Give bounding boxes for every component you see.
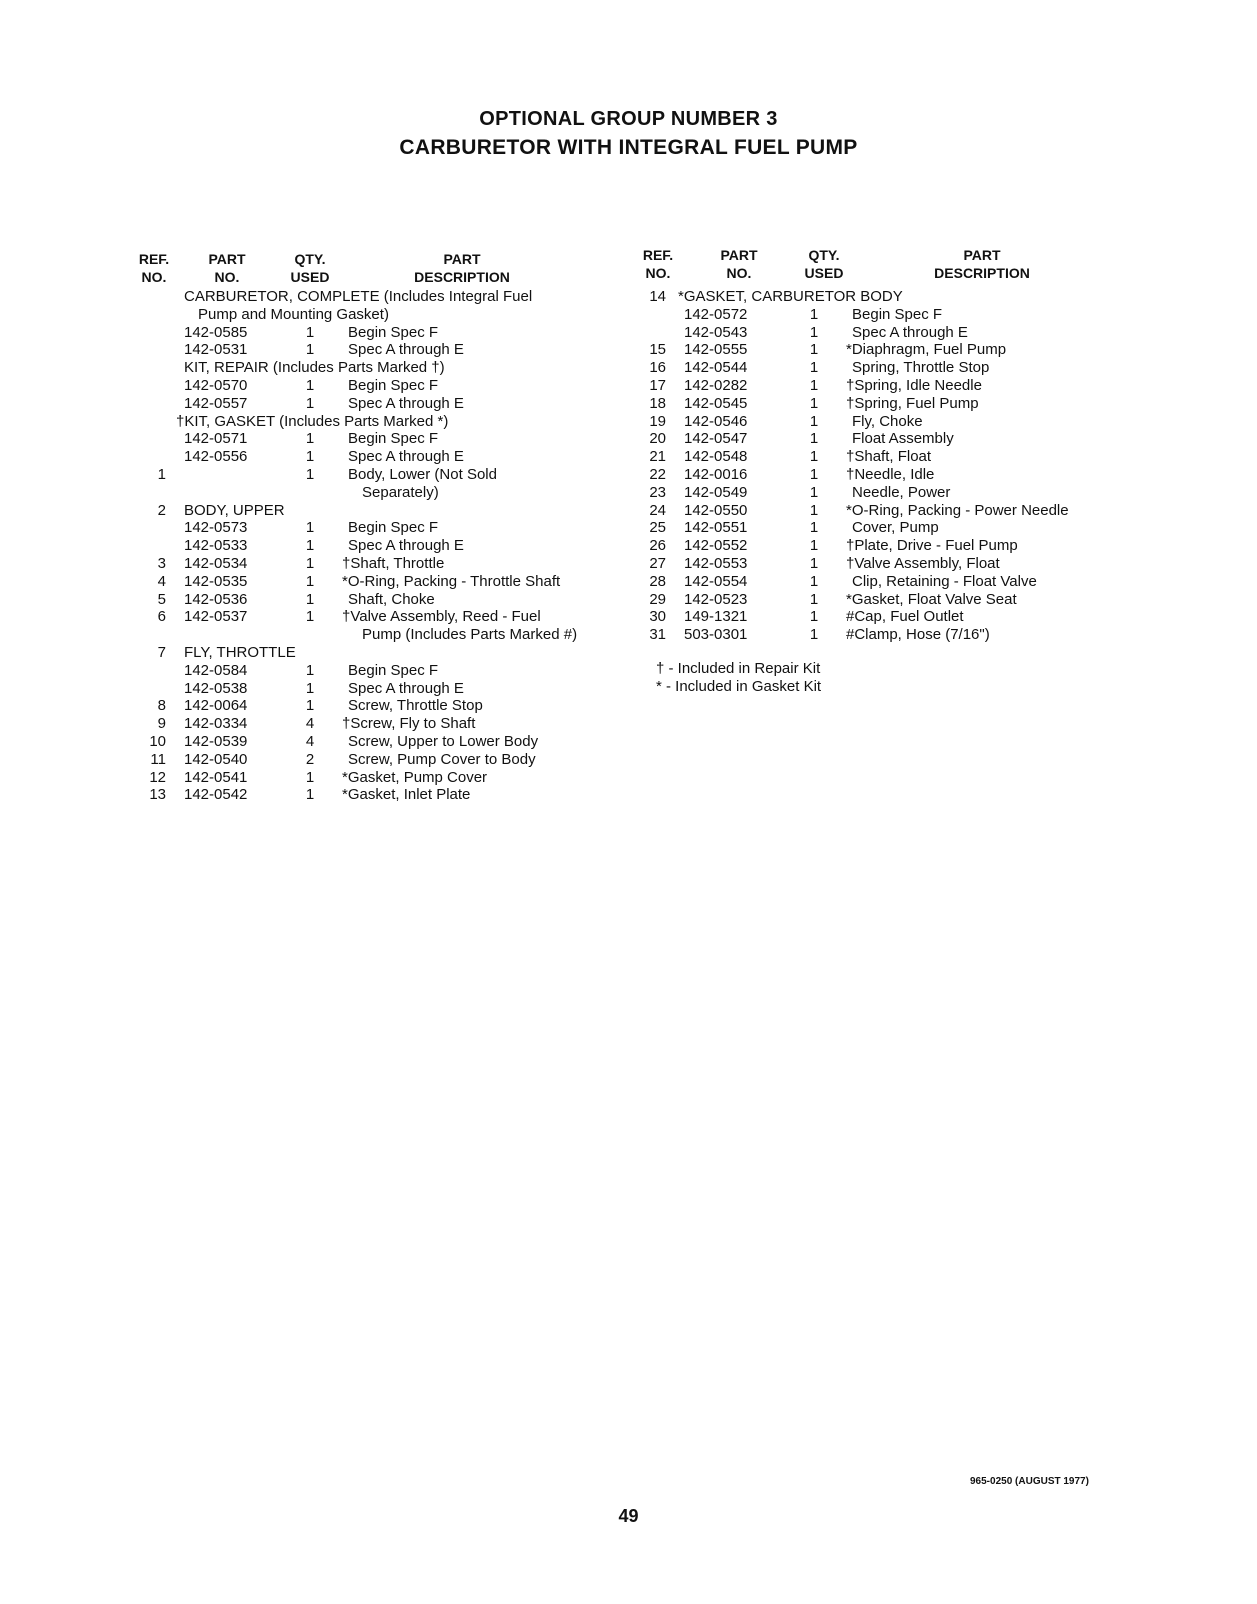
part-number: 142-0537 [184, 608, 248, 626]
part-description: *Gasket, Float Valve Seat [846, 590, 1017, 608]
part-number: 142-0536 [184, 590, 248, 608]
page-title: OPTIONAL GROUP NUMBER 3 [479, 108, 778, 130]
group-heading: BODY, UPPER [184, 501, 285, 519]
ref-number: 11 [150, 750, 166, 768]
qty-used: 1 [305, 341, 315, 359]
left-table-row [0, 697, 620, 715]
right-table-row [0, 626, 1257, 644]
part-description: #Cap, Fuel Outlet [846, 608, 964, 626]
ref-number: 20 [649, 430, 666, 448]
ref-number: 25 [649, 519, 666, 537]
part-number: 142-0535 [184, 572, 248, 590]
part-number: 142-0555 [684, 341, 748, 359]
part-description: Begin Spec F [348, 661, 439, 679]
part-number: 142-0570 [184, 376, 248, 394]
ref-number: 19 [649, 412, 666, 430]
part-description: †Needle, Idle [846, 465, 935, 483]
group-heading: Pump and Mounting Gasket) [198, 305, 389, 323]
left-table-row [0, 662, 620, 680]
part-number: 142-0550 [684, 501, 748, 519]
ref-number: 18 [649, 394, 666, 412]
part-number: 142-0016 [684, 465, 748, 483]
part-number: 503-0301 [684, 626, 748, 644]
part-number: 142-0533 [184, 537, 248, 555]
part-number: 142-0573 [184, 519, 248, 537]
part-description: Pump (Includes Parts Marked #) [362, 626, 578, 644]
ref-number: 1 [157, 465, 166, 483]
part-number: 142-0540 [184, 750, 248, 768]
ref-number: 28 [649, 572, 666, 590]
part-description: Screw, Pump Cover to Body [348, 750, 536, 768]
part-number: 142-0553 [684, 554, 748, 572]
part-description: †Plate, Drive - Fuel Pump [846, 537, 1018, 555]
left-table-row [0, 786, 620, 804]
part-description: Separately) [362, 483, 439, 501]
ref-number: 27 [649, 554, 666, 572]
right-table-row [0, 359, 1257, 377]
part-description: Fly, Choke [852, 412, 923, 430]
part-number: 142-0551 [684, 519, 748, 537]
part-description: *O-Ring, Packing - Power Needle [846, 501, 1069, 519]
part-number: 142-0539 [184, 732, 248, 750]
part-description: Shaft, Choke [348, 590, 435, 608]
group-heading: *GASKET, CARBURETOR BODY [678, 288, 903, 305]
qty-used: 1 [809, 608, 819, 626]
part-number: 142-0543 [684, 323, 748, 341]
part-number: 149-1321 [684, 608, 748, 626]
ref-number: 3 [157, 554, 166, 572]
qty-used: 1 [809, 465, 819, 483]
right-table-row [0, 288, 1257, 306]
part-number: 142-0552 [684, 537, 748, 555]
part-number: 142-0534 [184, 554, 248, 572]
qty-used: 1 [305, 697, 315, 715]
right-table-row [0, 502, 1257, 520]
qty-used: 1 [809, 305, 819, 323]
qty-used: 4 [305, 732, 315, 750]
page-number: 49 [618, 1506, 639, 1526]
right-table-row [0, 430, 1257, 448]
group-heading: †KIT, GASKET (Includes Parts Marked *) [176, 412, 449, 430]
qty-used: 1 [809, 483, 819, 501]
right-table-row [0, 395, 1257, 413]
part-description: *Gasket, Inlet Plate [342, 786, 471, 804]
part-description: Float Assembly [852, 430, 954, 448]
qty-used: 1 [305, 661, 315, 679]
right-header-qty: QTY. USED [804, 247, 844, 281]
part-number: 142-0572 [684, 305, 748, 323]
part-number: 142-0548 [684, 448, 748, 466]
part-number: 142-0585 [184, 323, 248, 341]
right-table-row [0, 537, 1257, 555]
right-table-row [0, 324, 1257, 342]
left-header-desc: PART DESCRIPTION [414, 251, 510, 285]
qty-used: 1 [809, 376, 819, 394]
qty-used: 1 [809, 448, 819, 466]
right-header-part: PART NO. [720, 247, 758, 281]
ref-number: 17 [649, 376, 666, 394]
part-description: Spec A through E [348, 394, 464, 412]
qty-used: 1 [809, 430, 819, 448]
qty-used: 1 [809, 323, 819, 341]
part-description: Spring, Throttle Stop [852, 359, 990, 377]
part-description: Clip, Retaining - Float Valve [852, 572, 1037, 590]
part-number: 142-0557 [184, 394, 248, 412]
part-number: 142-0538 [184, 679, 248, 697]
right-parts-list [0, 288, 1257, 644]
part-description: *Diaphragm, Fuel Pump [846, 341, 1007, 359]
right-table-row [0, 591, 1257, 609]
ref-number: 10 [149, 732, 166, 750]
part-number: 142-0064 [184, 697, 248, 715]
left-table-row [0, 733, 620, 751]
qty-used: 1 [305, 323, 315, 341]
part-number: 142-0549 [684, 483, 748, 501]
qty-used: 2 [305, 750, 315, 768]
part-description: Screw, Throttle Stop [348, 697, 483, 715]
right-table-row [0, 484, 1257, 502]
right-table-row [0, 413, 1257, 431]
ref-number: 31 [649, 626, 666, 644]
part-description: †Valve Assembly, Reed - Fuel [342, 608, 541, 626]
part-description: Body, Lower (Not Sold [348, 465, 497, 483]
part-number: 142-0334 [184, 715, 248, 733]
qty-used: 4 [305, 715, 315, 733]
part-description: †Shaft, Float [846, 448, 932, 466]
part-number: 142-0531 [184, 341, 248, 359]
part-description: Spec A through E [348, 341, 464, 359]
part-description: Cover, Pump [852, 519, 939, 537]
part-description: †Screw, Fly to Shaft [342, 715, 476, 733]
legend-gasket-kit: * - Included in Gasket Kit [656, 678, 822, 695]
group-heading: FLY, THROTTLE [184, 643, 296, 661]
qty-used: 1 [809, 519, 819, 537]
ref-number: 15 [649, 341, 666, 359]
part-description: Spec A through E [348, 448, 464, 466]
part-number: 142-0542 [184, 786, 248, 804]
qty-used: 1 [305, 376, 315, 394]
part-description: *O-Ring, Packing - Throttle Shaft [342, 572, 561, 590]
part-number: 142-0546 [684, 412, 748, 430]
part-description: Spec A through E [852, 323, 968, 341]
qty-used: 1 [305, 537, 315, 555]
right-table-row [0, 448, 1257, 466]
left-table-row [0, 715, 620, 733]
document-code: 965-0250 (AUGUST 1977) [970, 1476, 1089, 1487]
qty-used: 1 [305, 608, 315, 626]
part-number: 142-0544 [684, 359, 748, 377]
ref-number: 2 [157, 501, 166, 519]
right-table-row [0, 519, 1257, 537]
qty-used: 1 [305, 394, 315, 412]
right-table-row [0, 608, 1257, 626]
part-description: Begin Spec F [348, 519, 439, 537]
qty-used: 1 [305, 430, 315, 448]
left-table-row [0, 680, 620, 698]
ref-number: 13 [149, 786, 166, 804]
qty-used: 1 [809, 412, 819, 430]
ref-number: 7 [157, 643, 166, 661]
part-number: 142-0584 [184, 661, 248, 679]
part-description: Begin Spec F [348, 323, 439, 341]
part-number: 142-0545 [684, 394, 748, 412]
qty-used: 1 [305, 448, 315, 466]
qty-used: 1 [305, 679, 315, 697]
ref-number: 6 [157, 608, 166, 626]
qty-used: 1 [809, 341, 819, 359]
part-number: 142-0523 [684, 590, 748, 608]
part-number: 142-0571 [184, 430, 248, 448]
part-number: 142-0541 [184, 768, 248, 786]
part-number: 142-0282 [684, 376, 748, 394]
qty-used: 1 [305, 519, 315, 537]
part-number: 142-0554 [684, 572, 748, 590]
part-description: Begin Spec F [348, 376, 439, 394]
left-header-qty: QTY. USED [290, 251, 330, 285]
ref-number: 29 [649, 590, 666, 608]
group-heading: CARBURETOR, COMPLETE (Includes Integral Fuel [184, 288, 533, 305]
left-table-row [0, 751, 620, 769]
part-description: #Clamp, Hose (7/16") [846, 626, 990, 644]
part-number: 142-0547 [684, 430, 748, 448]
ref-number: 16 [649, 359, 666, 377]
right-header-ref: REF. NO. [642, 247, 674, 281]
ref-number: 23 [649, 483, 666, 501]
ref-number: 22 [649, 465, 666, 483]
part-description: Begin Spec F [348, 430, 439, 448]
part-description: *Gasket, Pump Cover [342, 768, 488, 786]
qty-used: 1 [809, 626, 819, 644]
qty-used: 1 [305, 572, 315, 590]
qty-used: 1 [305, 465, 315, 483]
qty-used: 1 [809, 394, 819, 412]
right-table-row [0, 341, 1257, 359]
right-table-row [0, 555, 1257, 573]
page-subtitle: CARBURETOR WITH INTEGRAL FUEL PUMP [399, 136, 858, 159]
part-number: 142-0556 [184, 448, 248, 466]
right-table-row [0, 306, 1257, 324]
ref-number: 30 [649, 608, 666, 626]
qty-used: 1 [809, 590, 819, 608]
qty-used: 1 [305, 554, 315, 572]
ref-number: 9 [157, 715, 166, 733]
left-header-ref: REF. NO. [138, 251, 170, 285]
ref-number: 21 [649, 448, 666, 466]
part-description: Begin Spec F [852, 305, 943, 323]
left-table-row [0, 644, 620, 662]
qty-used: 1 [809, 359, 819, 377]
group-heading: KIT, REPAIR (Includes Parts Marked †) [184, 359, 445, 377]
qty-used: 1 [305, 590, 315, 608]
right-table-row [0, 377, 1257, 395]
part-description: Spec A through E [348, 537, 464, 555]
qty-used: 1 [809, 501, 819, 519]
part-description: †Valve Assembly, Float [846, 554, 1000, 572]
ref-number: 8 [157, 697, 166, 715]
part-description: †Spring, Idle Needle [846, 376, 982, 394]
legend-repair-kit: † - Included in Repair Kit [656, 660, 821, 677]
ref-number: 12 [149, 768, 166, 786]
right-header-desc: PART DESCRIPTION [934, 247, 1030, 281]
part-description: †Shaft, Throttle [342, 554, 445, 572]
ref-number: 5 [157, 590, 166, 608]
part-description: Spec A through E [348, 679, 464, 697]
qty-used: 1 [305, 768, 315, 786]
part-description: Screw, Upper to Lower Body [348, 732, 539, 750]
qty-used: 1 [809, 572, 819, 590]
qty-used: 1 [305, 786, 315, 804]
right-table-row [0, 466, 1257, 484]
qty-used: 1 [809, 537, 819, 555]
ref-number: 4 [157, 572, 166, 590]
left-header-part: PART NO. [208, 251, 246, 285]
part-description: Needle, Power [852, 483, 951, 501]
ref-number: 26 [649, 537, 666, 555]
part-description: †Spring, Fuel Pump [846, 394, 979, 412]
ref-number: 14 [649, 288, 666, 305]
left-table-row [0, 769, 620, 787]
right-table-row [0, 573, 1257, 591]
legend [656, 660, 821, 696]
ref-number: 24 [649, 501, 666, 519]
qty-used: 1 [809, 554, 819, 572]
